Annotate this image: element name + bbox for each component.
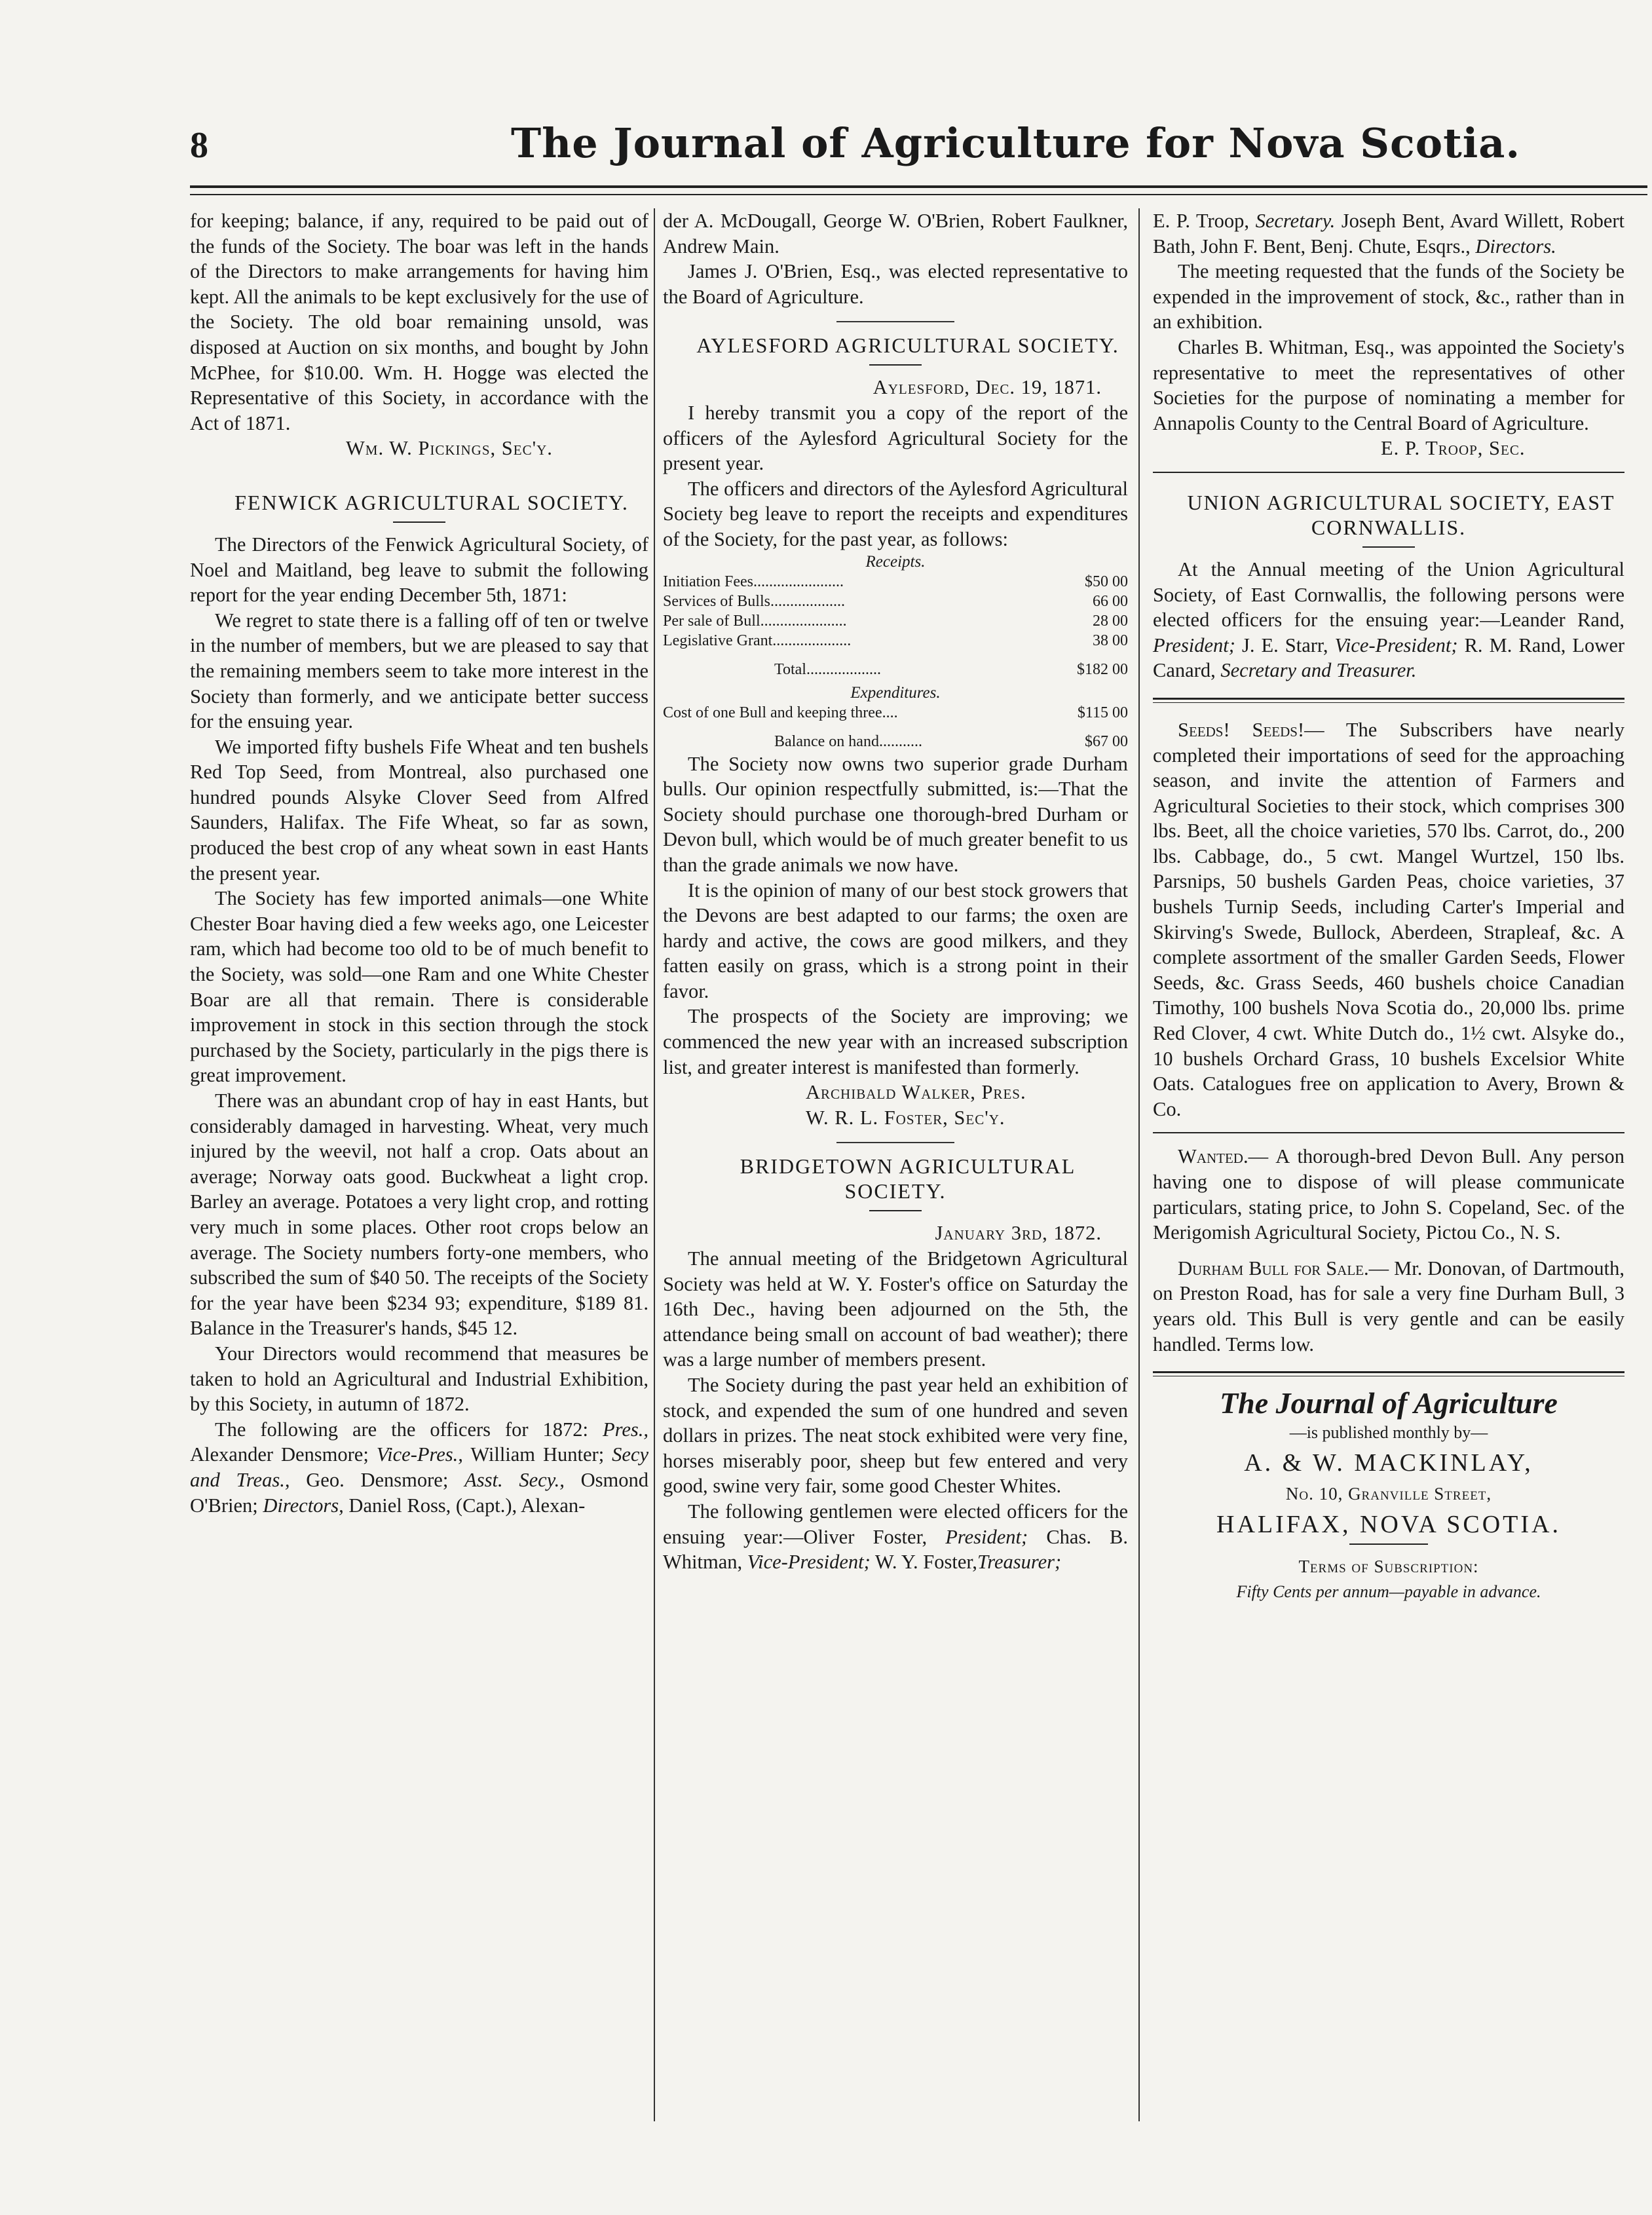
publisher-city: HALIFAX, NOVA SCOTIA. [1216,1510,1561,1538]
column-divider [654,208,655,2121]
paragraph: The Directors of the Fenwick Agricultural Society, of Noel and Maitland, beg leave to submit the following report for the year ending December 5th, 1871: [190,533,648,607]
item: Cost of one Bull and keeping three.... [663,704,898,721]
table-row [663,592,1128,611]
article-heading: AYLESFORD AGRICULTURAL SOCIETY. [696,333,1119,358]
label: Pres., [602,1418,649,1441]
label: Secretary. [1255,210,1336,232]
terms-text: Fifty Cents per annum—payable in advance. [1236,1581,1541,1601]
section-rule-double [1153,698,1624,703]
section-rule [836,321,954,322]
ad-lead: Seeds! Seeds! [1178,718,1305,741]
article-heading: UNION AGRICULTURAL SOCIETY, EAST CORNWALLIS. [1187,490,1615,539]
ad-text: — A thorough-bred Devon Bull. Any person having one to dispose of will please communicate particulars, stating price, to John S. Copeland, Sec. of the Merigomish Agricultural Society, Pictou Co., N. S. [1153,1145,1624,1244]
label: Vice-President; [747,1551,871,1574]
label: Treasurer; [977,1551,1062,1574]
label: Directors. [1475,235,1556,257]
amount: 38 00 [1093,632,1128,649]
dateline: January 3rd, 1872. [935,1222,1102,1245]
paragraph: for keeping; balance, if any, required to be paid out of the funds of the Society. The boar was left in the hands of the Directors to make arrangements for having him kept. All the animals to be kept exclusively for the use of the Society. The old boar remaining unsold, was disposed at Auction on six months, and bought by John McPhee, for $10.00. Wm. H. Hogge was elected the Representative of this Society, in accordance with the Act of 1871. [190,210,648,434]
text: Osmond O'Brien; [190,1468,648,1517]
label: Asst. Secy., [464,1468,565,1491]
officers-paragraph [190,1417,648,1518]
ad-text: — The Subscribers have nearly completed their importations of seed for the approaching season, and invite the attention of Farmers and Agricultural Societies to their stock, which comprises 300 lbs. Beet, all the choice varieties, 570 lbs. Carrot, do., 200 lbs. Cabbage, do., 5 cwt. Mangel Wurtzel, 150 lbs. Parsnips, 50 bushels Garden Peas, choice varieties, 37 bushels Turnip Seeds, including Carter's Imperial and Skirving's Swede, Bullock, Aberdeen, Strapleaf, &c. A complete assortment of the smaller Garden Seeds, Flower Seeds, &c. Grass Seeds, 460 bushels choice Canadian Timothy, 100 bushels Nova Scotia do., 20,000 lbs. prime Red Clover, 4 cwt. White Dutch do., 1½ cwt. Alsyke do., 10 bushels Orchard Grass, 10 bushels Excelsior White Oats. Catalogues free on application to Avery, Brown & Co. [1153,718,1624,1120]
amount: $50 00 [1085,573,1128,590]
ad-lead: Wanted. [1178,1145,1248,1168]
heading-rule [869,364,922,366]
accounts-table [663,552,1128,751]
heading-rule [1362,546,1415,548]
table-row [663,572,1128,592]
advertisement-wanted [1153,1144,1624,1245]
amount: $182 00 [1077,660,1128,678]
text: W. Y. Foster, [874,1551,977,1574]
text: E. P. Troop, [1153,210,1250,232]
item: Balance on hand........... [774,732,922,750]
text: The following are the officers for 1872: [215,1418,588,1441]
text: Joseph Bent, Avard Willett, Robert Bath, John F. Bent, Benj. Chute, Esqrs., [1153,210,1625,257]
item: Services of Bulls................... [663,592,845,610]
page-number: 8 [190,125,208,166]
amount: $67 00 [1085,732,1128,750]
paragraph: There was an abundant crop of hay in east Hants, but considerably damaged in harvesting. Wheat, very much injured by the weevil, not half a crop. Oats about an average; Norway oats good. Buckwheat a light crop. Barley an average. Potatoes a very light crop, and rotting very much in some places. Other root crops below an average. The Society numbers forty-one members, who subscribed the sum of $40 50. The receipts of the Society for the year have been $234 93; expenditure, $189 81. Balance in the Treasurer's hands, $45 12. [190,1089,648,1340]
dateline: Aylesford, Dec. 19, 1871. [873,376,1102,399]
advertisement-seeds [1153,717,1624,1122]
paragraph: The annual meeting of the Bridgetown Agricultural Society was held at W. Y. Foster's office on Saturday the 16th Dec., having been adjourned on the 5th, the attendance being small on account of bad weather); there was a large number of members present. [663,1247,1128,1371]
amount: 28 00 [1093,612,1128,630]
text: J. E. Starr, [1241,634,1328,656]
signature-text: W. R. L. Foster, Sec'y. [806,1106,1005,1129]
terms-heading: Terms of Subscription: [1298,1557,1479,1577]
heading-rule [1349,1543,1428,1545]
paragraph: The meeting requested that the funds of the Society be expended in the improvement of stock, &c., rather than in an exhibition. [1153,260,1624,333]
text: Alexander Densmore; [190,1443,369,1466]
expenditures-label: Expenditures. [850,683,941,702]
advertisement-durham [1153,1256,1624,1357]
paragraph: The prospects of the Society are improving; we commenced the new year with an increased subscription list, and greater interest is manifested than formerly. [663,1005,1128,1078]
paragraph: We regret to state there is a falling off of ten or twelve in the number of members, but we are pleased to say that the remaining members seem to take more interest in the Society than formerly, and we anticipate better success for the ensuing year. [190,609,648,733]
article-heading: FENWICK AGRICULTURAL SOCIETY. [235,490,629,514]
receipts-label: Receipts. [865,552,926,571]
paragraph: James J. O'Brien, Esq., was elected representative to the Board of Agriculture. [663,260,1128,308]
paragraph: The officers and directors of the Aylesford Agricultural Society beg leave to report the receipts and expenditures of the Society, for the past year, as follows: [663,477,1128,550]
label: Vice-President; [1334,634,1458,656]
paragraph: I hereby transmit you a copy of the report of the officers of the Aylesford Agricultural Society for the present year. [663,401,1128,475]
total-row [663,660,1128,679]
text: Chas. B. Whitman, [663,1525,1129,1574]
table-row [663,703,1128,723]
paragraph: The Society now owns two superior grade Durham bulls. Our opinion respectfully submitted, is:—That the Society should purchase one thorough-bred Durham or Devon bull, which would be of much greater benefit to us than the grade animals we now have. [663,752,1128,876]
paragraph [1153,557,1624,683]
text: At the Annual meeting of the Union Agricultural Society, of East Cornwallis, the following persons were elected officers for the ensuing year:—Leander Rand, [1153,558,1624,632]
section-rule [836,1142,954,1143]
publisher-name: A. & W. MACKINLAY, [1244,1449,1533,1477]
paragraph: Charles B. Whitman, Esq., was appointed the Society's representative to meet the representatives of other Societies for the purpose of nominating a member for Annapolis County to the Central Board of Agriculture. [1153,335,1624,434]
signature [663,1105,1128,1131]
column-divider [1138,208,1140,2121]
paragraph: The Society has few imported animals—one White Chester Boar having died a few weeks ago, one Leicester ram, which had become too old to be of much benefit to the Society, was sold—one Ram and one White Chester Boar are all that remain. There is considerable improvement in stock in this section through the stock purchased by the Society, particularly in the pigs there is great improvement. [190,887,648,1087]
item: Per sale of Bull...................... [663,612,847,630]
label: Secy and Treas., [190,1443,649,1491]
text: William Hunter; [470,1443,605,1466]
header-rule-thin [190,194,1647,195]
label: President; [945,1525,1028,1548]
signature [663,1080,1128,1105]
publisher-street: No. 10, Granville Street, [1285,1483,1492,1504]
article-heading: BRIDGETOWN AGRICULTURAL SOCIETY. [740,1154,1076,1203]
text: Geo. Densmore; [306,1468,449,1491]
paragraph: Your Directors would recommend that measures be taken to hold an Agricultural and Industrial Exhibition, by this Society, in autumn of 1872. [190,1342,648,1416]
paragraph: We imported fifty bushels Fife Wheat and ten bushels Red Top Seed, from Montreal, also purchased one hundred pounds Alsyke Clover Seed from Alfred Saunders, Halifax. The Fife Wheat, so far as sown, produced the best crop of any wheat sown in east Hants the present year. [190,735,648,884]
item: Legislative Grant.................... [663,632,852,649]
column-middle [663,208,1128,1575]
paragraph: It is the opinion of many of our best stock growers that the Devons are best adapted to our farms; the oxen are hardy and active, the cows are good milkers, and they fatten easily on grass, which is a strong point in their favor. [663,879,1128,1002]
signature-text: E. P. Troop, Sec. [1381,437,1526,460]
item: Initiation Fees....................... [663,573,844,590]
label: Directors, [263,1494,344,1517]
section-rule [1153,1132,1624,1133]
section-rule [1153,472,1624,473]
signature-text: Wm. W. Pickings, Sec'y. [346,437,553,460]
header-rule [190,185,1647,188]
signature-text: Archibald Walker, Pres. [806,1081,1026,1104]
text: The following gentlemen were elected officers for the ensuing year:—Oliver Foster, [663,1500,1128,1548]
masthead-title: The Journal of Agriculture for Nova Scotia. [511,119,1521,167]
label: Secretary and Treasurer. [1220,659,1417,682]
label: Vice-Pres., [376,1443,463,1466]
ad-text: — Mr. Donovan, of Dartmouth, on Preston Road, has for sale a very fine Durham Bull, 3 years old. This Bull is very gentle and can be easily handled. Terms low. [1153,1257,1624,1355]
officers-paragraph [663,1499,1128,1575]
paragraph [1153,208,1624,259]
publisher-title: The Journal of Agriculture [1220,1386,1558,1420]
amount: $115 00 [1077,704,1128,721]
table-row [663,611,1128,631]
column-left [190,208,648,1518]
ad-lead: Durham Bull for Sale. [1178,1257,1369,1279]
paragraph: The Society during the past year held an exhibition of stock, and expended the sum of one hundred and seven dollars in prizes. The neat stock exhibited were very fine, horses miserably poor, sheep but few entered and very good, swine very fair, some good Chester Whites. [663,1374,1128,1498]
publisher-line: —is published monthly by— [1289,1422,1488,1442]
text: Daniel Ross, (Capt.), Alexan- [348,1494,586,1517]
table-row [663,631,1128,651]
item: Total................... [774,660,881,678]
balance-row [663,732,1128,751]
column-right [1153,208,1624,1604]
signature [190,436,648,461]
signature [1153,436,1624,461]
paragraph: der A. McDougall, George W. O'Brien, Robert Faulkner, Andrew Main. [663,210,1128,257]
label: President; [1153,634,1235,656]
amount: 66 00 [1093,592,1128,610]
heading-rule [393,521,445,523]
section-rule-double [1153,1371,1624,1376]
text: R. M. Rand, Lower Canard, [1153,634,1625,682]
heading-rule [869,1210,922,1211]
